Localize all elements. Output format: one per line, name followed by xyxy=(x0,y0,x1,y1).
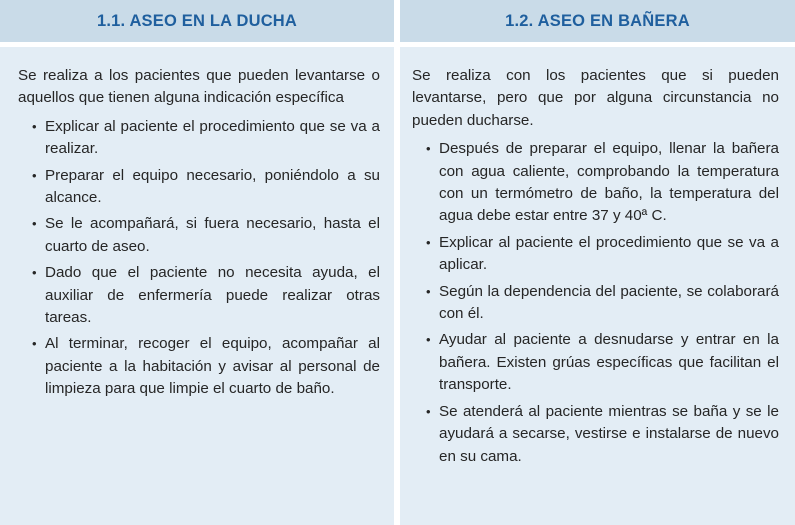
list-item xyxy=(32,165,380,210)
bullet-icon: • xyxy=(32,336,37,352)
list-item xyxy=(426,138,779,228)
list-item-text: Preparar el equipo necesario, poniéndolo a su alcance. xyxy=(45,166,380,207)
list-item xyxy=(32,333,380,400)
list-item xyxy=(32,213,380,258)
list-item-text: Explicar al paciente el procedimiento que se va a realizar. xyxy=(45,117,380,158)
list-item-text: Dado que el paciente no necesita ayuda, el auxiliar de enfermería puede realizar otras tareas. xyxy=(45,264,380,327)
list-item-text: Según la dependencia del paciente, se colaborará con él. xyxy=(439,282,779,323)
list-item xyxy=(426,329,779,396)
list-item-text: Se atenderá al paciente mientras se baña y se le ayudará a secarse, vestirse e instalarse de nuevo en su cama. xyxy=(439,402,779,465)
list-item-text: Se le acompañará, si fuera necesario, hasta el cuarto de aseo. xyxy=(45,215,380,255)
bullet-icon: • xyxy=(32,265,37,281)
bullet-icon: • xyxy=(426,234,431,250)
list-item-text: Ayudar al paciente a desnudarse y entrar en la bañera. Existen grúas específicas que facilitan el transporte. xyxy=(439,331,779,394)
bullet-icon: • xyxy=(32,167,37,183)
column-title: 1.2. ASEO EN BAÑERA xyxy=(505,11,690,30)
list-item xyxy=(426,281,779,326)
column-body-ducha xyxy=(0,47,397,525)
list-item-text: Al terminar, recoger el equipo, acompañar al paciente a la habitación y avisar al personal de limpieza para que limpie el cuarto de baño. xyxy=(45,335,380,398)
bullet-icon: • xyxy=(426,403,431,419)
column-header-banera xyxy=(397,0,795,47)
bullet-icon: • xyxy=(426,283,431,299)
list-item xyxy=(32,116,380,161)
bullet-icon: • xyxy=(426,141,431,157)
list-item xyxy=(426,401,779,468)
column-intro: Se realiza con los pacientes que si pueden levantarse, pero que por alguna circunstancia no pueden ducharse. xyxy=(412,67,779,129)
column-header-ducha xyxy=(0,0,397,47)
column-intro: Se realiza a los pacientes que pueden levantarse o aquellos que tienen alguna indicación específica xyxy=(18,67,380,107)
list-item xyxy=(426,232,779,277)
list-item-text: Después de preparar el equipo, llenar la bañera con agua caliente, comprobando la temperatura con un termómetro de baño, la temperatura del agua debe estar entre 37 y 40ª C. xyxy=(439,140,779,225)
bullet-icon: • xyxy=(32,216,37,232)
bullet-icon: • xyxy=(426,332,431,348)
bullet-icon: • xyxy=(32,118,37,134)
list-item xyxy=(32,262,380,329)
list-item-text: Explicar al paciente el procedimiento que se va a aplicar. xyxy=(439,233,779,274)
step-list xyxy=(18,116,380,401)
step-list xyxy=(412,138,779,468)
column-body-banera xyxy=(397,47,795,525)
column-title: 1.1. ASEO EN LA DUCHA xyxy=(96,11,298,30)
